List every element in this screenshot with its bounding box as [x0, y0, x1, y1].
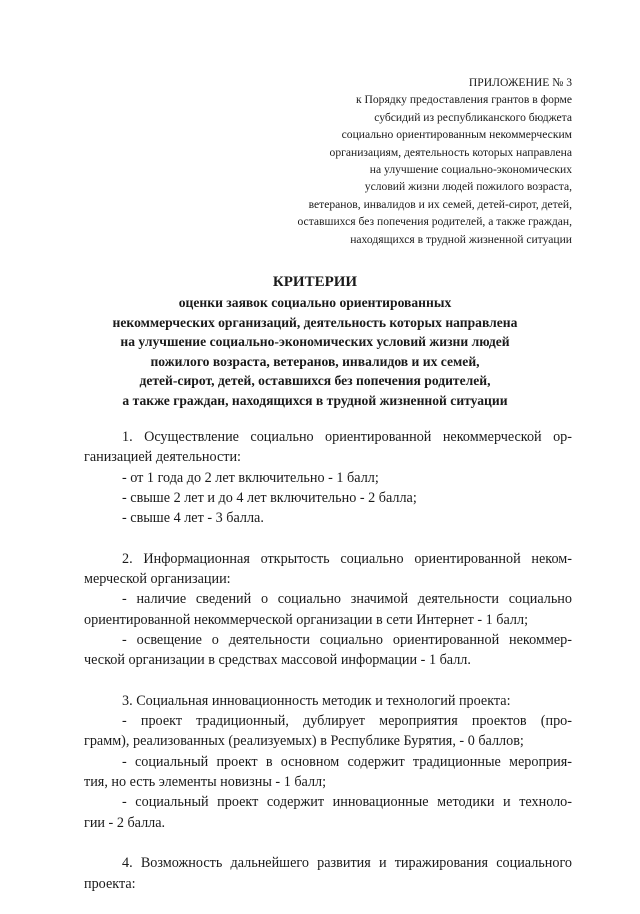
criterion-text-line: 4. Возможность дальнейшего развития и тиражирования социального — [122, 855, 572, 872]
appendix-line: ПРИЛОЖЕНИЕ № 3 — [468, 76, 572, 89]
title-subtitle-line: а также граждан, находящихся в трудной жизненной ситуации — [122, 392, 508, 408]
criterion-option: грамм), реализованных (реализуемых) в Республике Бурятия, - 0 баллов; — [84, 733, 524, 750]
appendix-line: субсидий из республиканского бюджета — [374, 110, 572, 124]
document-title — [60, 272, 570, 411]
criterion-text-line: 2. Информационная открытость социально ориентированной неком- — [122, 550, 572, 567]
criterion-option: ческой организации в средствах массовой информации - 1 балл. — [84, 652, 471, 669]
criterion-1 — [84, 427, 572, 528]
appendix-line: к Порядку предоставления грантов в форме — [355, 93, 572, 107]
criterion-option: ориентированной некоммерческой организации в сети Интернет - 1 балл; — [84, 611, 529, 628]
criterion-option: - от 1 года до 2 лет включительно - 1 балл; — [122, 469, 379, 486]
appendix-line: на улучшение социально-экономических — [369, 163, 572, 177]
criterion-option: - социальный проект в основном содержит традиционные мероприя- — [122, 753, 572, 770]
criterion-text-line: 3. Социальная инновационность методик и технологий проекта: — [122, 692, 511, 709]
criterion-text-line: проекта: — [84, 875, 136, 892]
criterion-3 — [84, 691, 572, 833]
criterion-text-line: ганизацией деятельности: — [84, 449, 241, 466]
appendix-line: оставшихся без попечения родителей, а также граждан, — [297, 215, 572, 229]
title-subtitle-line: детей-сирот, детей, оставшихся без попечения родителей, — [139, 373, 491, 389]
criterion-option: - наличие сведений о социально значимой деятельности социально — [122, 591, 572, 608]
criterion-option: - социальный проект содержит инновационные методики и техноло- — [122, 794, 572, 811]
appendix-line: находящихся в трудной жизненной ситуации — [350, 232, 572, 246]
appendix-line: организациям, деятельность которых направлена — [329, 145, 572, 159]
appendix-line: ветеранов, инвалидов и их семей, детей-сирот, детей, — [308, 197, 572, 211]
criterion-text-line: 1. Осуществление социально ориентированной некоммерческой ор- — [122, 429, 572, 445]
criterion-text-line: мерческой организации: — [84, 571, 231, 588]
criterion-option: тия, но есть элементы новизны - 1 балл; — [84, 774, 327, 791]
criteria-body — [84, 427, 572, 914]
appendix-line: условий жизни людей пожилого возраста, — [364, 180, 572, 194]
title-subtitle-line: пожилого возраста, ветеранов, инвалидов и их семей, — [150, 353, 480, 369]
appendix-line: социально ориентированным некоммерческим — [341, 128, 572, 142]
title-subtitle-line: на улучшение социально-экономических условий жизни людей — [120, 334, 510, 350]
criterion-option: гии - 2 балла. — [84, 814, 166, 831]
appendix-header — [232, 74, 572, 248]
title-heading: КРИТЕРИИ — [272, 274, 358, 290]
title-subtitle-line: оценки заявок социально ориентированных — [178, 295, 452, 310]
criterion-option: - освещение о деятельности социально ориентированной некоммер- — [122, 631, 572, 648]
criterion-option: - свыше 2 лет и до 4 лет включительно - 2 балла; — [122, 489, 417, 506]
criterion-2 — [84, 549, 572, 671]
title-subtitle-line: некоммерческих организаций, деятельность которых направлена — [112, 314, 518, 330]
criterion-option: - свыше 4 лет - 3 балла. — [122, 510, 264, 527]
criterion-option: - проект традиционный, дублирует мероприятия проектов (про- — [122, 713, 572, 730]
criterion-4 — [84, 853, 572, 894]
